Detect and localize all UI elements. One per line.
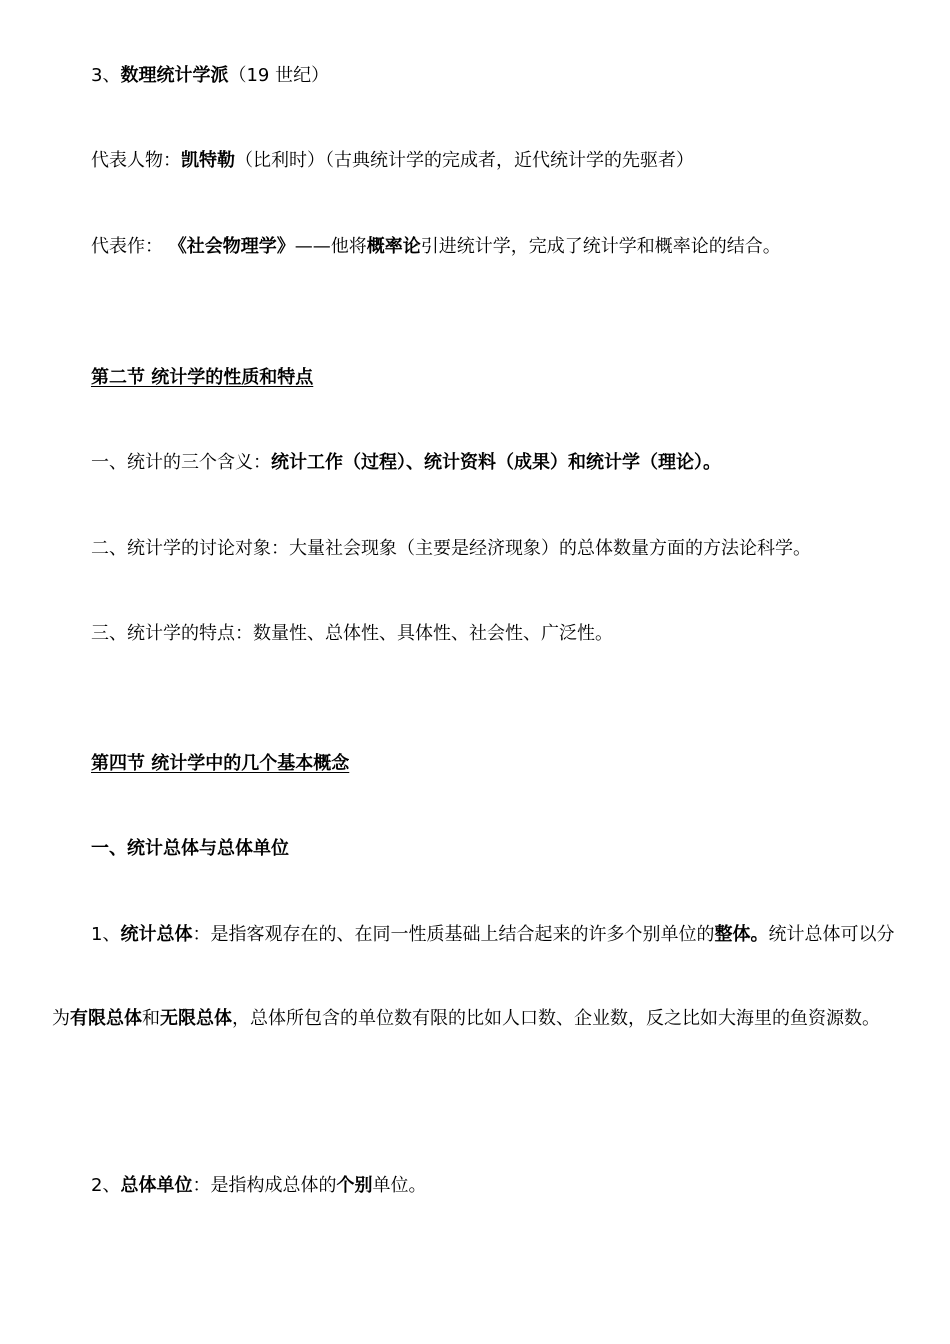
work-text-2: 引进统计学，完成了统计学和概率论的结合。 — [420, 236, 781, 257]
paragraph-2-text-1: ：是指构成总体的 — [192, 1175, 337, 1196]
section4-heading: 第四节 统计学中的几个基本概念 — [91, 753, 350, 774]
representative-line — [91, 147, 694, 175]
paragraph-1-strong-2: 有限总体 — [70, 1008, 142, 1029]
work-keyword: 概率论 — [366, 236, 421, 257]
work-title: 《社会物理学》 — [168, 236, 295, 257]
paragraph-1-number: 1、 — [91, 924, 121, 945]
paragraph-population-unit — [91, 1172, 426, 1200]
section2-item-1-content: 统计工作（过程）、统计资料（成果）和统计学（理论）。 — [271, 452, 721, 473]
school-period: （19 世纪） — [228, 65, 330, 86]
representative-country: （比利时） — [235, 150, 325, 171]
paragraph-1-text-2: 统计总体可以分为 — [52, 924, 895, 1029]
school-number: 3、 — [91, 65, 121, 86]
section2-heading: 第二节 统计学的性质和特点 — [91, 367, 314, 388]
paragraph-2-strong-1: 个别 — [336, 1175, 373, 1196]
section4-subheading — [91, 835, 289, 863]
paragraph-1-strong-1: 整体。 — [714, 924, 769, 945]
paragraph-1-term: 统计总体 — [120, 924, 193, 945]
representative-note: （古典统计学的完成者，近代统计学的先驱者） — [325, 150, 694, 171]
paragraph-1-text-1: ：是指客观存在的、在同一性质基础上结合起来的许多个别单位的 — [192, 924, 715, 945]
section4-subheading-text: 一、统计总体与总体单位 — [91, 838, 289, 859]
paragraph-1-text-3: 和 — [142, 1008, 160, 1029]
paragraph-1-text-4: ，总体所包含的单位数有限的比如人口数、企业数，反之比如大海里的鱼资源数。 — [232, 1008, 880, 1029]
section2-item-3: 三、统计学的特点：数量性、总体性、具体性、社会性、广泛性。 — [91, 623, 613, 644]
school-name: 数理统计学派 — [120, 65, 229, 86]
paragraph-1-strong-3: 无限总体 — [160, 1008, 232, 1029]
section2-item-1 — [91, 449, 721, 477]
section2-item-2: 二、统计学的讨论对象：大量社会现象（主要是经济现象）的总体数量方面的方法论科学。 — [91, 538, 811, 559]
paragraph-2-term: 总体单位 — [120, 1175, 193, 1196]
representative-name: 凯特勒 — [181, 150, 235, 171]
work-line — [91, 233, 781, 261]
paragraph-statistical-population — [52, 893, 902, 1061]
paragraph-2-text-2: 单位。 — [372, 1175, 427, 1196]
paragraph-2-number: 2、 — [91, 1175, 121, 1196]
section2-item-1-label: 一、统计的三个含义： — [91, 452, 271, 473]
representative-label: 代表人物： — [91, 150, 181, 171]
work-label: 代表作： — [91, 236, 163, 257]
school-line — [91, 62, 329, 90]
work-text-1: ——他将 — [294, 236, 367, 257]
